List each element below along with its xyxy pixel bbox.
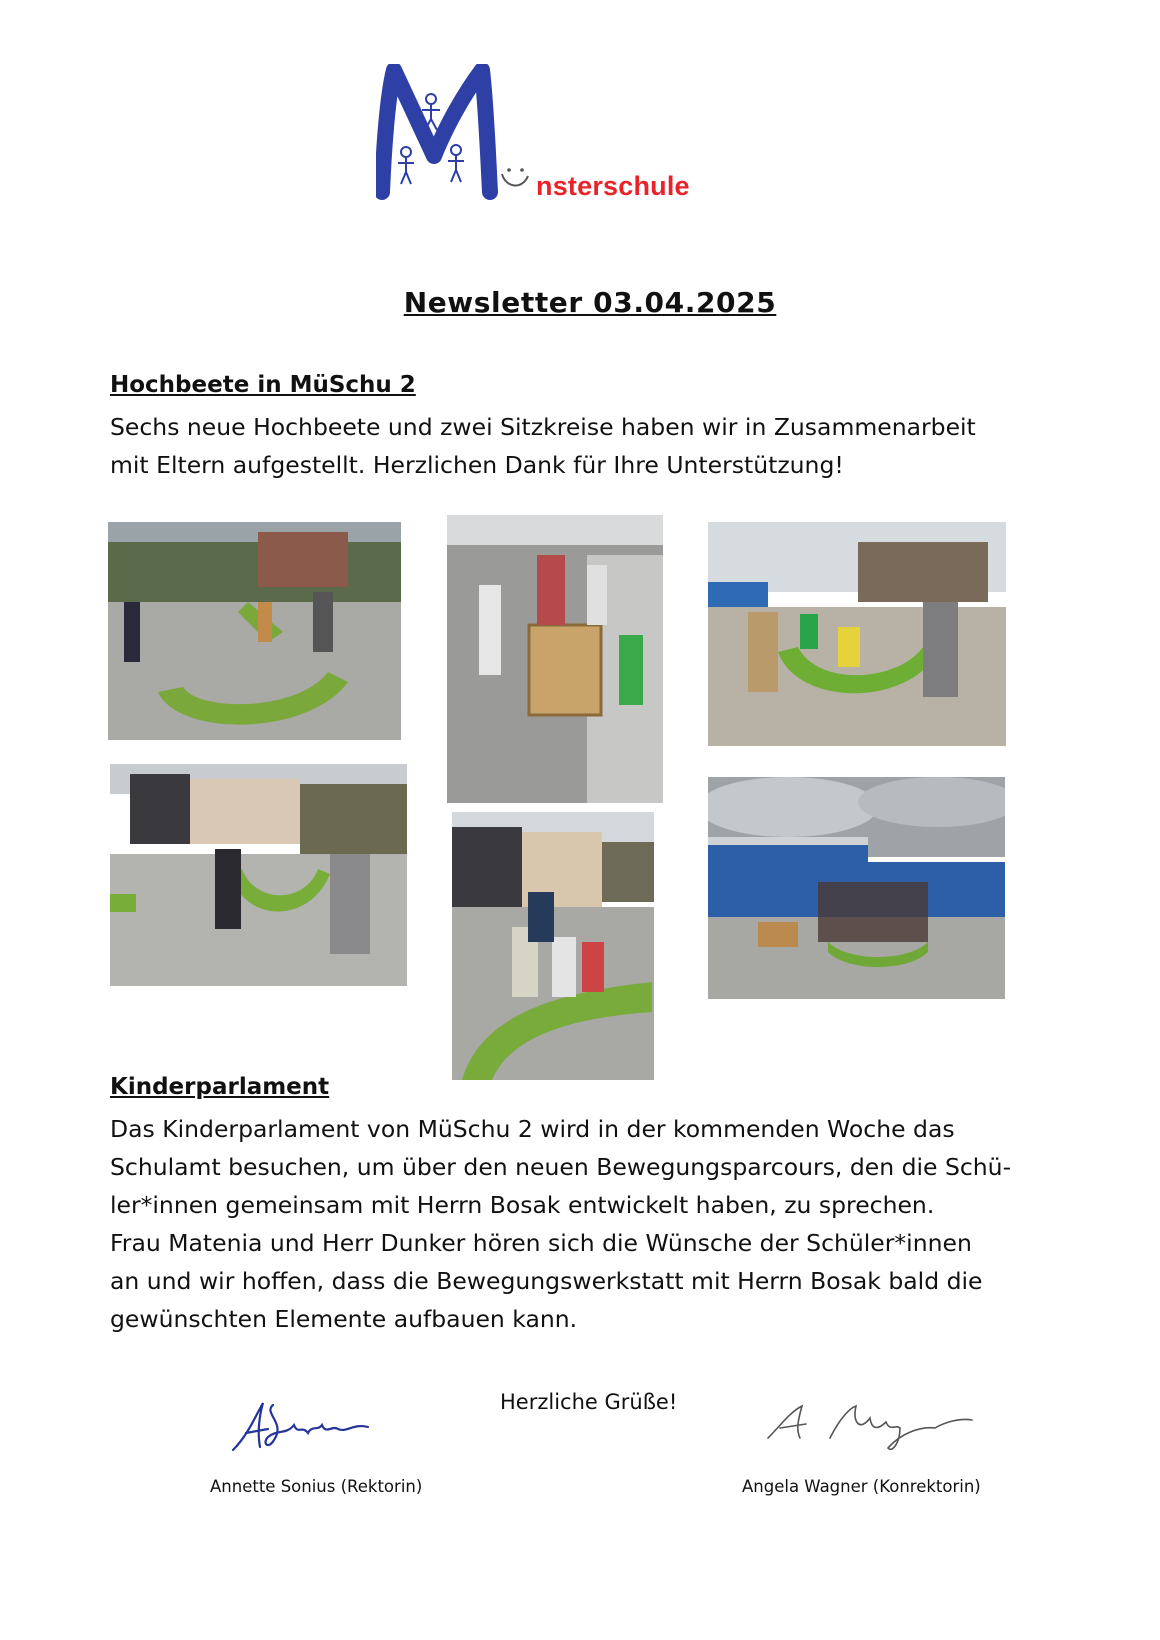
photo-children-on-bench <box>452 812 654 1080</box>
body-line: an und wir hoffen, dass die Bewegungswerkstatt mit Herrn Bosak bald die <box>110 1267 983 1295</box>
photo-two-adults-bench <box>110 764 407 986</box>
closing-greeting: Herzliche Grüße! <box>500 1390 678 1414</box>
signature-wagner <box>760 1398 980 1458</box>
photo-lifting-bench <box>708 522 1006 746</box>
body-line: Schulamt besuchen, um über den neuen Bewegungsparcours, den die Schü- <box>110 1153 1012 1181</box>
photo-raised-bed-crate <box>447 515 663 803</box>
photo-bench-carry <box>108 522 401 740</box>
body-line: Frau Matenia und Herr Dunker hören sich die Wünsche der Schüler*innen <box>110 1229 972 1257</box>
signatory-name-sonius: Annette Sonius (Rektorin) <box>210 1477 423 1496</box>
newsletter-title: Newsletter 03.04.2025 <box>403 286 777 319</box>
photo-group-blue-building <box>708 777 1005 999</box>
section-heading-hochbeete: Hochbeete in MüSchu 2 <box>110 372 416 398</box>
body-line: mit Eltern aufgestellt. Herzlichen Dank für Ihre Unterstützung! <box>110 451 844 479</box>
school-logo <box>376 64 726 214</box>
section-body-kinderparlament <box>110 1110 1070 1338</box>
body-line: Sechs neue Hochbeete und zwei Sitzkreise haben wir in Zusammenarbeit <box>110 413 976 441</box>
section-heading-kinderparlament: Kinderparlament <box>110 1074 330 1100</box>
signatory-name-wagner: Angela Wagner (Konrektorin) <box>742 1477 981 1496</box>
body-line: gewünschten Elemente aufbauen kann. <box>110 1305 578 1333</box>
body-line: ler*innen gemeinsam mit Herrn Bosak entwickelt haben, zu sprechen. <box>110 1191 935 1219</box>
section-body-hochbeete <box>110 408 1070 484</box>
logo-wordmark: nsterschule <box>536 171 690 201</box>
signature-sonius <box>228 1395 378 1455</box>
body-line: Das Kinderparlament von MüSchu 2 wird in der kommenden Woche das <box>110 1115 955 1143</box>
